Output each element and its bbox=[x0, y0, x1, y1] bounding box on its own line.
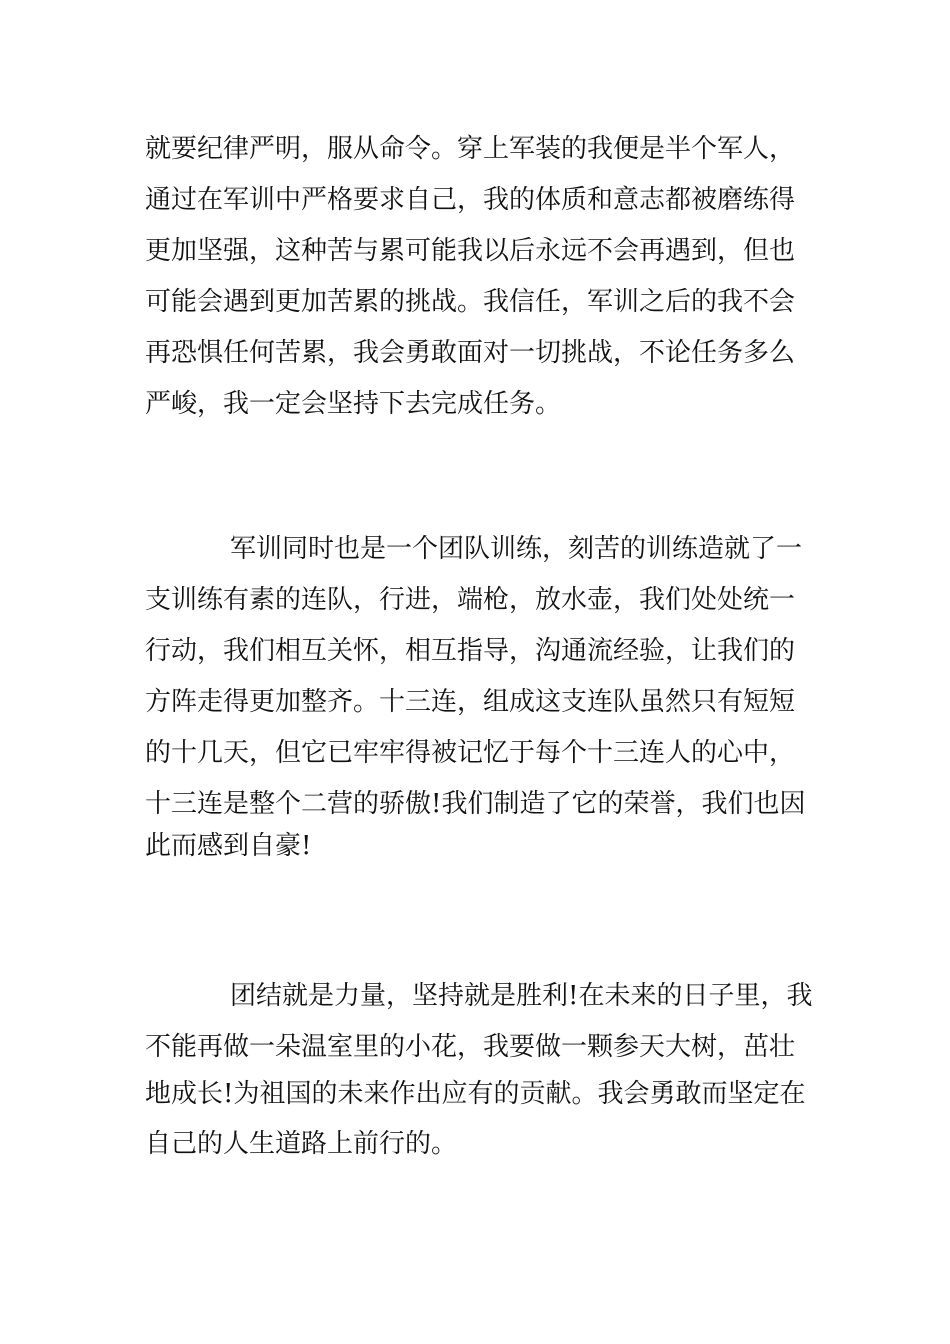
text-line: 自己的人生道路上前行的。 bbox=[145, 1129, 458, 1159]
text-line: 通过在军训中严格要求自己，我的体质和意志都被磨练得 bbox=[145, 185, 796, 215]
text-line: 不能再做一朵温室里的小花，我要做一颗参天大树，茁壮 bbox=[145, 1032, 796, 1062]
text-line: 团结就是力量，坚持就是胜利!在未来的日子里，我 bbox=[230, 981, 813, 1011]
text-line: 再恐惧任何苦累，我会勇敢面对一切挑战，不论任务多么 bbox=[145, 338, 796, 368]
text-line: 的十几天，但它已牢牢得被记忆于每个十三连人的心中， bbox=[145, 738, 796, 768]
text-line: 行动，我们相互关怀，相互指导，沟通流经验，让我们的 bbox=[145, 636, 796, 666]
text-line: 地成长!为祖国的未来作出应有的贡献。我会勇敢而坚定在 bbox=[145, 1079, 806, 1109]
text-line: 更加坚强，这种苦与累可能我以后永远不会再遇到，但也 bbox=[145, 236, 796, 266]
text-line: 军训同时也是一个团队训练，刻苦的训练造就了一 bbox=[230, 534, 803, 564]
text-line: 十三连是整个二营的骄傲!我们制造了它的荣誉，我们也因 bbox=[145, 789, 806, 819]
text-line: 方阵走得更加整齐。十三连，组成这支连队虽然只有短短 bbox=[145, 687, 796, 717]
text-line: 就要纪律严明，服从命令。穿上军装的我便是半个军人， bbox=[145, 134, 796, 164]
text-line: 此而感到自豪! bbox=[145, 831, 312, 861]
text-line: 严峻，我一定会坚持下去完成任务。 bbox=[145, 389, 562, 419]
text-line: 支训练有素的连队，行进，端枪，放水壶，我们处处统一 bbox=[145, 585, 796, 615]
text-line: 可能会遇到更加苦累的挑战。我信任，军训之后的我不会 bbox=[145, 287, 796, 317]
